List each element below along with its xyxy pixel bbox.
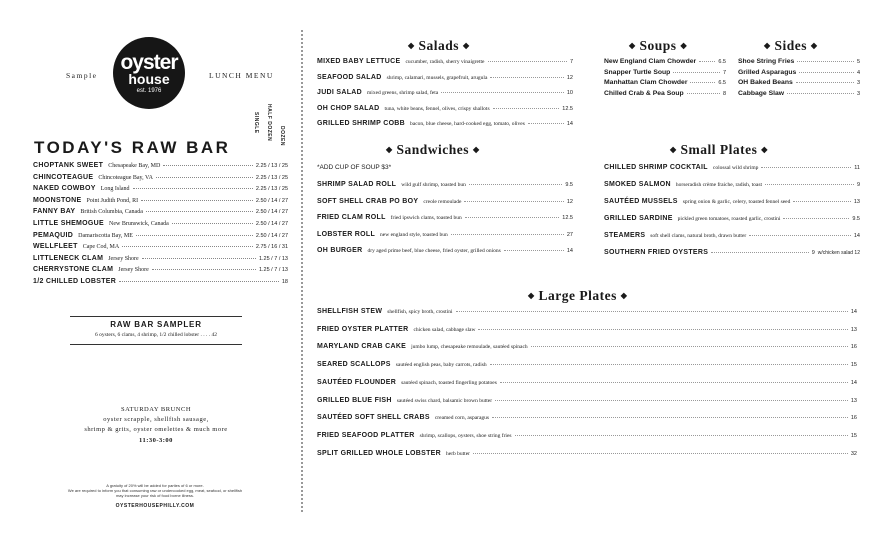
item-name: OH BURGER: [317, 247, 363, 254]
dot-leader: [687, 93, 720, 94]
menu-item-row: [317, 308, 857, 319]
item-name: PEMAQUID: [33, 231, 74, 239]
dot-leader: [749, 235, 851, 236]
item-name: JUDI SALAD: [317, 89, 363, 96]
menu-item-row: [317, 326, 857, 337]
menu-item-row: [738, 58, 860, 69]
item-name: CHERRYSTONE CLAM: [33, 266, 114, 274]
soups-title: Soups: [639, 38, 677, 53]
dot-leader: [456, 311, 848, 312]
menu-item-row: [317, 181, 573, 192]
menu-item-row: [317, 450, 857, 461]
item-price: 12.5: [562, 105, 573, 112]
sampler-bottom-rule: [70, 344, 242, 345]
diamond-icon: ◆: [528, 291, 535, 300]
menu-item-row: [317, 214, 573, 225]
item-price: 12: [566, 74, 573, 81]
item-description: horseradish crème fraiche, radish, toast: [675, 182, 763, 188]
item-price: 2.50 / 14 / 27: [255, 209, 288, 216]
dot-leader: [799, 72, 854, 73]
item-name: LITTLE SHEMOGUE: [33, 220, 104, 227]
item-price: 4: [856, 69, 860, 76]
logo-line-house: house: [128, 71, 170, 87]
dot-leader: [531, 346, 848, 347]
diamond-icon: ◆: [629, 41, 636, 50]
soups-heading: [629, 38, 687, 54]
item-name: SEAFOOD SALAD: [317, 73, 382, 81]
item-description: Chesapeake Bay, MD: [108, 163, 161, 169]
dot-leader: [673, 72, 720, 73]
dot-leader: [441, 92, 564, 93]
item-description: shrimp, calamari, mussels, grapefruit, arugula: [386, 74, 488, 81]
menu-item-row: [317, 414, 857, 425]
dot-leader: [504, 250, 564, 251]
brunch-hours: 11:30-3:00: [139, 437, 173, 444]
dot-leader: [156, 177, 253, 178]
item-price: 7: [722, 69, 726, 76]
diamond-icon: ◆: [472, 145, 480, 154]
menu-item-row: [317, 105, 573, 116]
item-description: sautéed english peas, baby carrots, radish: [395, 362, 487, 369]
item-name: Chilled Crab & Pea Soup: [604, 89, 684, 97]
item-price: 10: [566, 90, 573, 96]
dot-leader: [451, 234, 564, 235]
item-name: SOFT SHELL CRAB PO BOY: [317, 197, 419, 205]
menu-item-row: [317, 74, 573, 85]
item-name: SAUTÉED FLOUNDER: [317, 378, 397, 386]
item-description: cucumber, radish, sherry vinaigrette: [405, 59, 485, 65]
item-description: spring onion & garlic, celery, toasted fennel seed: [682, 199, 791, 205]
dot-leader: [469, 184, 562, 185]
diamond-icon: ◆: [680, 41, 688, 50]
menu-item-row: [33, 255, 288, 265]
dot-leader: [152, 269, 256, 270]
item-description: Jersey Shore: [118, 267, 149, 274]
dot-leader: [793, 201, 851, 202]
menu-item-row: [604, 58, 726, 69]
health-warning-1: We are required to inform you that consuming raw or undercooked egg, meat, seafood, or shellfish: [67, 488, 243, 493]
item-price: 9.5: [852, 216, 860, 222]
item-description: Damariscotta Bay, ME: [78, 232, 133, 239]
item-description: new england style, toasted bun: [380, 231, 448, 238]
item-description: New Brunswick, Canada: [109, 221, 169, 227]
item-description: jumbo lump, chesapeake remoulade, sautéed spinach: [411, 344, 528, 351]
col-dozen-label: DOZEN: [279, 126, 285, 146]
item-price: 15: [850, 362, 857, 369]
item-price: 18: [281, 279, 288, 285]
menu-item-row: [604, 69, 726, 80]
menu-item-row: [33, 266, 288, 276]
item-description: mixed greens, shrimp salad, feta: [367, 90, 439, 96]
column-divider: [301, 30, 303, 512]
item-description: creole remoulade: [423, 198, 462, 205]
small-plates-heading: [670, 142, 768, 158]
item-price: 13: [850, 397, 857, 404]
diamond-icon: ◆: [462, 41, 470, 50]
dot-leader: [464, 201, 563, 202]
item-price: 32: [850, 450, 857, 457]
menu-item-row: [604, 249, 860, 260]
menu-item-row: [33, 197, 288, 207]
item-price: 6.5: [718, 59, 726, 65]
item-price: 12.5: [562, 215, 573, 221]
item-name: Cabbage Slaw: [738, 89, 785, 97]
dot-leader: [528, 123, 564, 124]
dot-leader: [765, 184, 854, 185]
menu-item-row: [33, 243, 288, 253]
menu-item-row: [738, 69, 860, 80]
oyster-house-logo: [113, 37, 185, 109]
item-description: creamed corn, asparagus: [434, 415, 490, 422]
item-description: soft shell clams, natural broth, drawn butter: [650, 233, 747, 239]
item-price: 14: [850, 309, 857, 315]
sandwiches-title: Sandwiches: [396, 142, 470, 157]
item-price: 6.5: [718, 80, 726, 86]
item-name: SAUTÉED MUSSELS: [604, 198, 678, 205]
menu-item-row: [317, 120, 573, 131]
gratuity-note: A gratuity of 20% will be added for parties of 6 or more.: [106, 483, 204, 488]
menu-item-row: [33, 185, 288, 195]
menu-item-row: [604, 181, 860, 192]
item-name: Snapper Turtle Soup: [604, 68, 671, 76]
dot-leader: [797, 61, 854, 62]
item-price: 3: [856, 80, 860, 86]
item-description: Cape Cod, MA: [82, 244, 120, 251]
diamond-icon: ◆: [408, 41, 415, 50]
item-price: 1.25 / 7 / 13: [258, 255, 288, 262]
diamond-icon: ◆: [620, 291, 628, 300]
menu-item-row: [317, 379, 857, 390]
diamond-icon: ◆: [810, 41, 818, 50]
item-price: 2.50 / 14 / 27: [255, 232, 288, 239]
menu-item-row: [317, 247, 573, 258]
item-name: FRIED CLAM ROLL: [317, 214, 386, 221]
dot-leader: [488, 61, 567, 62]
item-name: MARYLAND CRAB CAKE: [317, 343, 407, 351]
item-price: 16: [850, 415, 857, 422]
menu-item-row: [317, 361, 857, 372]
item-name: FRIED SEAFOOD PLATTER: [317, 431, 415, 439]
item-price: 2.25 / 13 / 25: [255, 186, 288, 193]
item-price: 11: [854, 165, 860, 171]
website-link[interactable]: OYSTERHOUSEPHILLY.COM: [115, 503, 195, 509]
item-price: 9.5: [565, 182, 573, 188]
menu-item-row: [604, 164, 860, 175]
dot-leader: [495, 400, 848, 401]
item-description: Chincoteague Bay, VA: [98, 174, 153, 181]
diamond-icon: ◆: [764, 41, 771, 50]
brunch-line-1: oyster scrapple, shellfish sausage,: [103, 416, 209, 423]
dot-leader: [172, 223, 253, 224]
item-price: 14: [566, 121, 573, 127]
item-name: Shoe String Fries: [738, 58, 795, 65]
sides-title: Sides: [774, 38, 808, 53]
brunch-line-2: shrimp & grits, oyster omelettes & much more: [84, 426, 228, 433]
menu-item-row: [604, 198, 860, 209]
sample-label: Sample: [66, 71, 98, 80]
dot-leader: [796, 82, 854, 83]
item-name: WELLFLEET: [33, 243, 78, 251]
dot-leader: [465, 217, 560, 218]
menu-item-row: [33, 232, 288, 242]
raw-bar-title: TODAY'S RAW BAR: [34, 138, 231, 157]
item-name: GRILLED SARDINE: [604, 215, 673, 222]
dot-leader: [133, 188, 253, 189]
item-name: SAUTÉED SOFT SHELL CRABS: [317, 414, 430, 422]
dot-leader: [690, 82, 715, 83]
item-price: 7: [569, 59, 573, 65]
item-description: fried ipswich clams, toasted bun: [390, 215, 462, 221]
menu-item-row: [317, 198, 573, 209]
dot-leader: [783, 218, 849, 219]
item-price: 14: [850, 379, 857, 386]
sides-heading: [764, 38, 818, 54]
dot-leader: [473, 453, 848, 454]
dot-leader: [122, 246, 253, 247]
item-note: w/chicken salad 12: [817, 250, 860, 256]
dot-leader: [490, 77, 563, 78]
item-description: shellfish, spicy broth, crostini: [387, 309, 453, 315]
item-price: 2.50 / 14 / 27: [255, 197, 288, 204]
large-plates-heading: [528, 288, 627, 304]
item-description: dry aged prime beef, blue cheese, fried oyster, grilled onions: [367, 248, 501, 254]
logo-line-est: est. 1976: [136, 88, 162, 94]
sampler-top-rule: [70, 316, 242, 317]
item-price: 16: [850, 344, 857, 351]
item-description: sautéed spinach, toasted fingerling potatoes: [401, 379, 497, 386]
item-name: 1/2 CHILLED LOBSTER: [33, 278, 117, 285]
logo-line-oyster: oyster: [120, 51, 178, 74]
item-description: herb butter: [446, 450, 470, 457]
item-price: 3: [856, 90, 860, 97]
menu-item-row: [317, 58, 573, 69]
item-name: SPLIT GRILLED WHOLE LOBSTER: [317, 449, 441, 457]
col-half-dozen-label: HALF DOZEN: [266, 104, 272, 142]
menu-item-row: [317, 343, 857, 354]
item-description: Point Judith Pond, RI: [86, 197, 139, 204]
menu-item-row: [33, 174, 288, 184]
item-name: SMOKED SALMON: [604, 181, 671, 188]
item-description: pickled green tomatoes, roasted garlic, crostini: [677, 216, 781, 222]
dot-leader: [141, 200, 253, 201]
item-description: colossal wild shrimp: [712, 165, 759, 171]
item-description: wild gulf shrimp, toasted bun: [401, 182, 466, 188]
item-price: 2.50 / 14 / 27: [255, 221, 288, 227]
item-name: SEARED SCALLOPS: [317, 361, 391, 369]
item-name: LITTLENECK CLAM: [33, 254, 104, 262]
salads-heading: [408, 38, 470, 54]
salads-title: Salads: [418, 38, 460, 53]
item-price: 13: [853, 199, 860, 205]
item-description: tuna, white beans, fennel, olives, crispy shallots: [384, 105, 490, 112]
item-name: GRILLED SHRIMP COBB: [317, 120, 406, 127]
dot-leader: [142, 258, 256, 259]
small-plates-title: Small Plates: [680, 142, 758, 157]
menu-item-row: [317, 432, 857, 443]
dot-leader: [136, 235, 253, 236]
item-price: 14: [566, 248, 573, 254]
menu-item-row: [738, 79, 860, 90]
col-single-label: SINGLE: [253, 112, 259, 134]
brunch-title: SATURDAY BRUNCH: [120, 406, 192, 413]
item-price: 9: [811, 250, 815, 256]
dot-leader: [493, 108, 560, 109]
dot-leader: [515, 435, 848, 436]
diamond-icon: ◆: [761, 145, 768, 154]
item-description: sautéed swiss chard, balsamic brown butter: [396, 397, 493, 404]
sandwiches-heading: [386, 142, 480, 158]
lunch-menu-label: LUNCH MENU: [209, 71, 274, 80]
item-description: Jersey Shore: [108, 255, 139, 262]
add-soup-note: *ADD CUP OF SOUP $3*: [317, 164, 392, 171]
dot-leader: [787, 93, 854, 94]
item-name: SOUTHERN FRIED OYSTERS: [604, 249, 709, 256]
item-name: FRIED OYSTER PLATTER: [317, 325, 409, 333]
large-plates-title: Large Plates: [538, 288, 617, 303]
item-price: 12: [566, 198, 573, 205]
menu-item-row: [317, 231, 573, 242]
item-description: British Columbia, Canada: [80, 209, 143, 216]
item-name: NAKED COWBOY: [33, 185, 96, 193]
menu-item-row: [33, 162, 288, 172]
menu-item-row: [33, 278, 288, 288]
health-warning-2: may increase your risk of food borne illness.: [115, 493, 195, 498]
item-price: 2.25 / 13 / 25: [255, 163, 288, 169]
item-name: Manhattan Clam Chowder: [604, 79, 688, 86]
dot-leader: [478, 329, 847, 330]
dot-leader: [163, 165, 253, 166]
item-description: chicken salad, cabbage slaw: [413, 326, 476, 333]
item-price: 5: [856, 59, 860, 65]
diamond-icon: ◆: [386, 145, 393, 154]
item-name: LOBSTER ROLL: [317, 230, 376, 238]
item-name: OH CHOP SALAD: [317, 104, 380, 112]
item-name: Grilled Asparagus: [738, 68, 797, 76]
item-price: 13: [850, 326, 857, 333]
item-description: Long Island: [100, 186, 130, 193]
raw-bar-sampler-desc: 6 oysters, 6 clams, 4 shrimp, 1/2 chilled lobster . . . . 42: [95, 332, 217, 338]
item-name: CHILLED SHRIMP COCKTAIL: [604, 164, 708, 171]
item-description: bacon, blue cheese, hard-cooked egg, tomato, olives: [410, 121, 525, 127]
menu-item-row: [317, 89, 573, 100]
item-name: CHINCOTEAGUE: [33, 173, 94, 181]
dot-leader: [711, 252, 808, 253]
item-name: MOONSTONE: [33, 196, 82, 204]
item-name: FANNY BAY: [33, 208, 76, 216]
item-price: 9: [856, 182, 860, 188]
item-description: shrimp, scallops, oysters, shoe string fries: [419, 432, 512, 439]
item-name: CHOPTANK SWEET: [33, 162, 104, 169]
menu-item-row: [604, 215, 860, 226]
item-price: 2.75 / 16 / 31: [255, 244, 288, 251]
dot-leader: [490, 364, 848, 365]
item-name: MIXED BABY LETTUCE: [317, 58, 401, 65]
menu-item-row: [738, 90, 860, 101]
dot-leader: [119, 281, 279, 282]
menu-item-row: [604, 79, 726, 90]
item-name: OH Baked Beans: [738, 79, 793, 86]
item-name: New England Clam Chowder: [604, 58, 697, 65]
dot-leader: [699, 61, 715, 62]
item-name: SHRIMP SALAD ROLL: [317, 181, 397, 188]
dot-leader: [492, 417, 848, 418]
dot-leader: [146, 211, 253, 212]
item-price: 2.25 / 13 / 25: [255, 174, 288, 181]
item-name: GRILLED BLUE FISH: [317, 396, 392, 404]
item-price: 27: [566, 231, 573, 238]
menu-item-row: [317, 397, 857, 408]
item-price: 14: [853, 233, 860, 239]
dot-leader: [761, 167, 851, 168]
raw-bar-sampler-title: RAW BAR SAMPLER: [110, 320, 202, 329]
item-name: STEAMERS: [604, 232, 646, 239]
item-price: 1.25 / 7 / 13: [258, 267, 288, 274]
menu-item-row: [33, 220, 288, 230]
menu-item-row: [33, 208, 288, 218]
dot-leader: [500, 382, 848, 383]
item-name: SHELLFISH STEW: [317, 308, 383, 315]
menu-item-row: [604, 90, 726, 101]
item-price: 8: [722, 90, 726, 97]
item-price: 15: [850, 432, 857, 439]
diamond-icon: ◆: [670, 145, 677, 154]
menu-item-row: [604, 232, 860, 243]
